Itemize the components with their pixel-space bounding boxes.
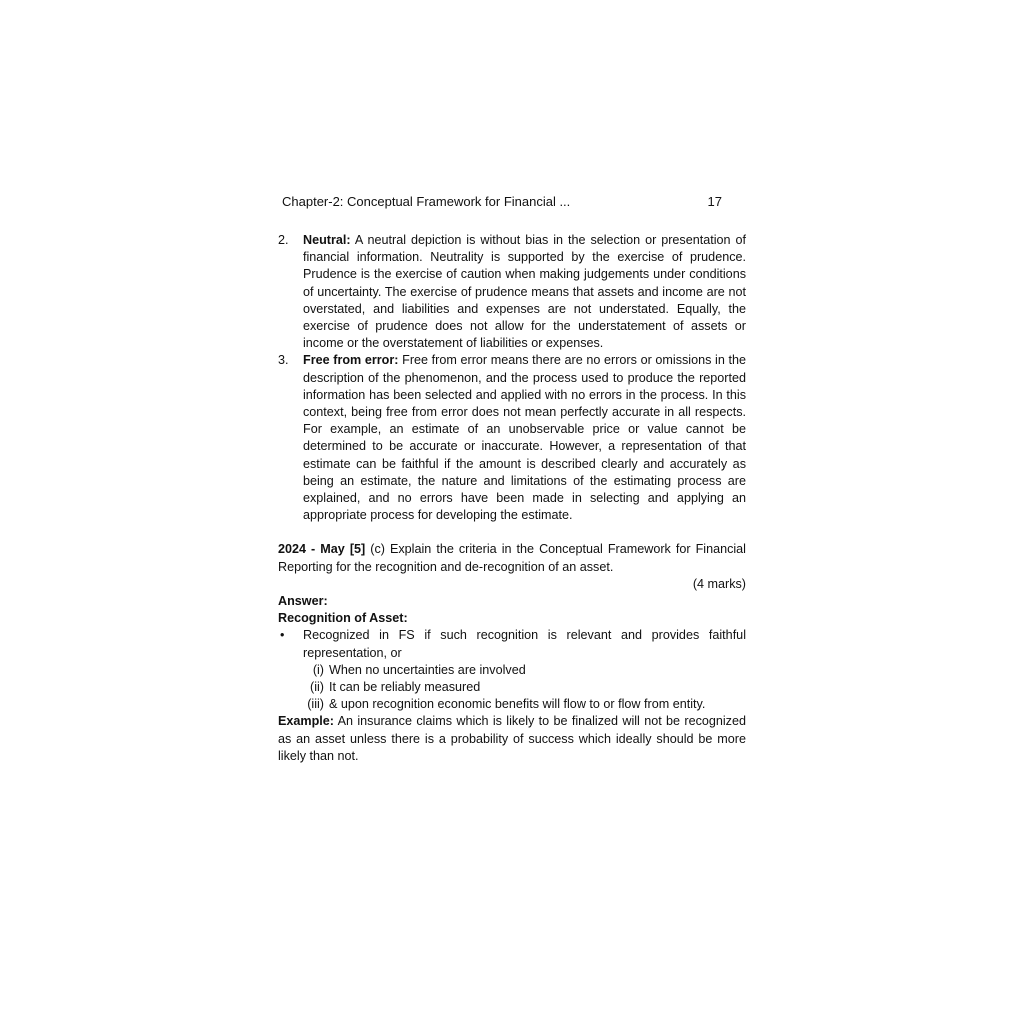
sub-item-text: & upon recognition economic benefits will flow to or flow from entity.	[329, 697, 706, 712]
item-term: Neutral:	[303, 233, 351, 247]
running-header	[282, 193, 722, 213]
item-number: 3.	[278, 353, 289, 368]
answer-label: Answer:	[278, 594, 328, 609]
item-number: 2.	[278, 233, 289, 247]
sub-item-numeral: (ii)	[310, 680, 324, 695]
example-text: An insurance claims which is likely to be finalized will not be recognized as an asset unless there is a probability of success which ideally should be more likely than not.	[278, 714, 746, 763]
bullet-item	[278, 627, 746, 661]
item-text: Free from error means there are no errors or omissions in the description of the phenomenon, and the process used to produce the reported information has been selected and applied with no errors in the process. In this context, being free from error does not mean perfectly accurate in all respects. For example, an estimate of an unobservable price or value cannot be determined to be accurate or inaccurate. However, a representation of that estimate can be faithful if the amount is described clearly and accurately as being an estimate, the nature and limitations of the estimating process are explained, and no errors have been made in selecting and applying an appropriate process for developing the estimate.	[303, 353, 746, 523]
bullet-dot: •	[280, 628, 285, 643]
answer-heading: Recognition of Asset:	[278, 611, 408, 626]
example-label: Example:	[278, 714, 334, 729]
list-item-neutral	[278, 232, 746, 352]
question-marks: (4 marks)	[692, 576, 746, 591]
exam-question	[278, 541, 746, 575]
sub-item-text: It can be reliably measured	[329, 680, 481, 695]
example-paragraph	[278, 713, 746, 765]
sub-item	[298, 662, 746, 679]
item-text: A neutral depiction is without bias in the selection or presentation of financial information. Neutrality is supported by the exercise of prudence. Prudence is the exercise of caution when making judgements under conditions of uncertainty. The exercise of prudence means that assets and income are not overstated, and liabilities and expenses are not understated. Equally, the exercise of prudence does not allow for the understatement of assets or income or the overstatement of liabilities or expenses.	[303, 233, 746, 351]
sub-item-numeral: (iii)	[307, 697, 324, 712]
page-number: 17	[707, 194, 722, 209]
book-page	[278, 193, 746, 765]
item-term: Free from error:	[303, 353, 399, 368]
sub-item	[298, 696, 746, 713]
sub-item-text: When no uncertainties are involved	[329, 662, 526, 677]
sub-item-numeral: (i)	[312, 662, 324, 677]
question-text: (c) Explain the criteria in the Conceptual Framework for Financial Reporting for the recognition and de-recognition of an asset.	[278, 542, 746, 574]
sub-item	[298, 679, 746, 696]
list-item-free-from-error	[278, 352, 746, 524]
question-ref: 2024 - May [5]	[278, 542, 366, 557]
bullet-text: Recognized in FS if such recognition is relevant and provides faithful representation, or	[303, 628, 746, 660]
sub-list	[278, 662, 746, 714]
chapter-title: Chapter-2: Conceptual Framework for Financial ...	[282, 194, 571, 209]
